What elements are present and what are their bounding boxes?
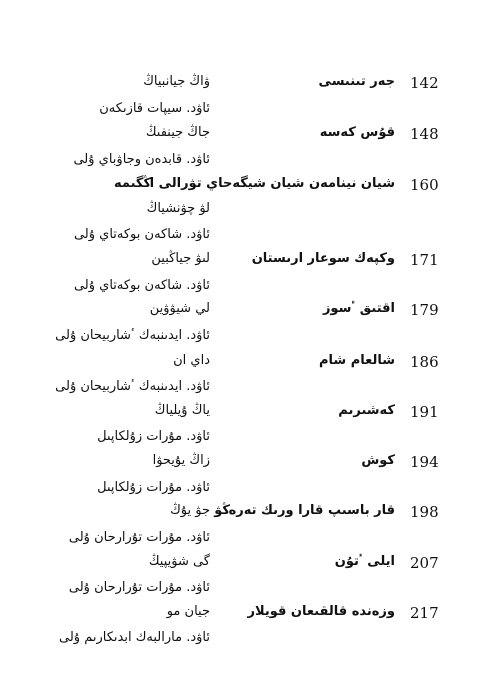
toc-entry[interactable]: [0, 176, 500, 202]
entry-author: ۋاڭ جيانبياڭ: [143, 74, 210, 89]
toc-translator-line: [0, 429, 500, 455]
toc-entry[interactable]: [0, 554, 500, 580]
entry-author: داي ان: [173, 353, 210, 368]
toc-translator-line: [0, 530, 500, 556]
entry-translator: ئاۋد. مۇرات تۇرارحان ۇلى: [68, 530, 210, 545]
toc-entry[interactable]: [0, 503, 500, 529]
entry-translator: ئاۋد. ايدىنبەك ٴشاربيحان ۇلى: [55, 379, 210, 394]
page-number: 142: [410, 74, 439, 92]
entry-translator: ئاۋد. مارالبەك ابدىكارىم ۇلى: [59, 630, 210, 645]
page-number: 186: [410, 353, 439, 371]
entry-author: زاڭ يۇيحۋا: [152, 453, 210, 468]
entry-author: لۋ چۋنشياڭ: [146, 201, 210, 216]
entry-translator: ئاۋد. ايدىنبەك ٴشاربيحان ۇلى: [55, 328, 210, 343]
toc-translator-line: [0, 379, 500, 405]
toc-entry[interactable]: [0, 301, 500, 327]
entry-title: اقتىق ٴسوز: [322, 301, 395, 316]
toc-translator-line: [0, 101, 500, 127]
toc-entry[interactable]: [0, 74, 500, 100]
entry-translator: ئاۋد. قابدەن وجاۋباي ۇلى: [73, 152, 210, 167]
entry-translator: ئاۋد. سيپات قازىكەن: [99, 101, 210, 116]
entry-translator: ئاۋد. مۇرات تۇرارحان ۇلى: [68, 580, 210, 595]
toc-entry[interactable]: [0, 403, 500, 429]
entry-author: ياڭ ۇيلياڭ: [154, 403, 210, 418]
entry-translator: ئاۋد. شاكەن بوكەتاي ۇلى: [73, 227, 210, 242]
entry-translator: ئاۋد. مۇرات زۇلكاپىل: [97, 429, 210, 444]
entry-title: شالعام شام: [318, 353, 395, 368]
toc-entry[interactable]: [0, 251, 500, 277]
toc-translator-line: [0, 152, 500, 178]
page-number: 217: [410, 604, 439, 622]
page-number: 191: [410, 403, 439, 421]
toc-entry[interactable]: [0, 453, 500, 479]
entry-title: جەر تىنىسى: [318, 74, 395, 89]
entry-title: قار باسىپ قارا ورىك تەرەڭۋ: [214, 503, 395, 518]
toc-entry[interactable]: [0, 604, 500, 630]
entry-translator: ئاۋد. شاكەن بوكەتاي ۇلى: [73, 278, 210, 293]
entry-translator: ئاۋد. مۇرات زۇلكاپىل: [97, 480, 210, 495]
entry-author: گى شۋيپيڭ: [148, 554, 210, 569]
toc-translator-line: [0, 227, 500, 253]
entry-title: كەشىرىم: [338, 403, 395, 418]
entry-title: كوش: [361, 453, 395, 468]
page-number: 198: [410, 503, 439, 521]
toc-entry[interactable]: [0, 353, 500, 379]
toc-translator-line: [0, 328, 500, 354]
entry-author: جيان مو: [166, 604, 210, 619]
entry-author: جۋ يۇڭ: [170, 503, 210, 518]
page-number: 160: [410, 176, 439, 194]
toc-entry[interactable]: [0, 125, 500, 151]
entry-author: لي شيۋۋين: [149, 301, 210, 316]
toc-author-line: [0, 201, 500, 227]
page-number: 171: [410, 251, 439, 269]
entry-author: جاڭ جينفىڭ: [145, 125, 210, 140]
entry-author: لىۋ جياڭبين: [151, 251, 210, 266]
entry-title: وكپەك سوعار ارىستان: [251, 251, 395, 266]
entry-title: شيان نينامەن شيان شيگەحاي تۋرالى اڭگىمە: [114, 176, 395, 191]
toc-translator-line: [0, 630, 500, 656]
page-number: 207: [410, 554, 439, 572]
page-number: 148: [410, 125, 439, 143]
entry-title: وزەندە قالقىعان قويلار: [247, 604, 395, 619]
page-number: 194: [410, 453, 439, 471]
page-number: 179: [410, 301, 439, 319]
toc-translator-line: [0, 580, 500, 606]
entry-title: قۇس كەسە: [319, 125, 395, 140]
entry-title: ايلى ٴتۇن: [334, 554, 395, 569]
